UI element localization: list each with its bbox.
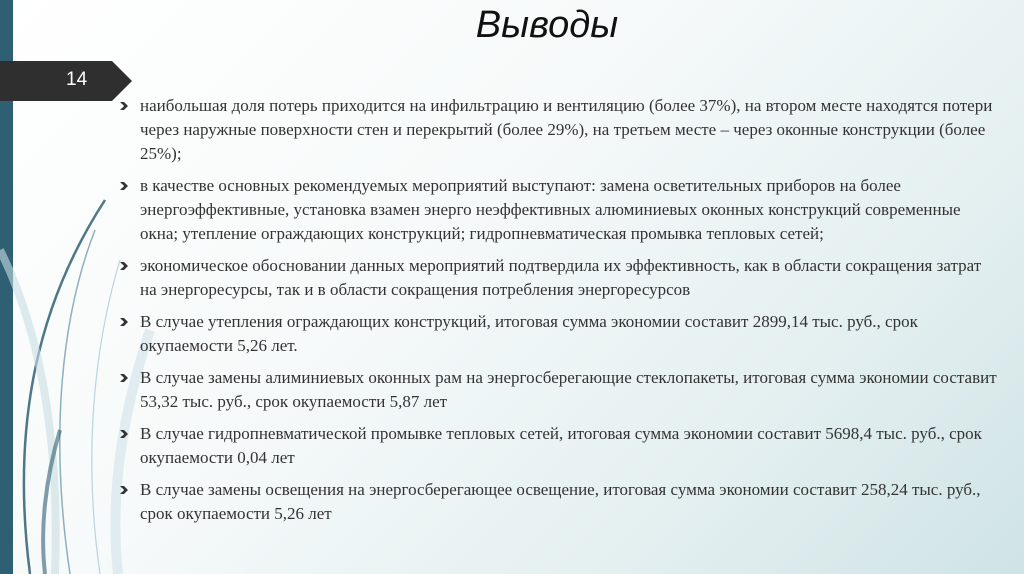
bullet-text: В случае замены алиминиевых оконных рам на энергосберегающие стеклопакеты, итоговая сумма экономии составит 53,32 тыс. руб., срок окупаемости 5,87 лет [140, 368, 997, 411]
bullet-text: В случае гидропневматической промывке тепловых сетей, итоговая сумма экономии составит 5698,4 тыс. руб., срок окупаемости 0,04 лет [140, 424, 982, 467]
chevron-arrow-icon [118, 366, 140, 389]
chevron-arrow-icon [118, 310, 140, 333]
bullet-text: экономическое обосновании данных мероприятий подтвердила их эффективность, как в области сокращения затрат на энергоресурсы, так и в области сокращения потребления энергоресурсов [140, 256, 982, 299]
list-item [118, 254, 998, 302]
list-item [118, 422, 998, 470]
list-item [118, 174, 998, 246]
bullet-text: В случае замены освещения на энергосберегающее освещение, итоговая сумма экономии составит 258,24 тыс. руб., срок окупаемости 5,26 лет [140, 480, 981, 523]
bullet-text: В случае утепления ограждающих конструкций, итоговая сумма экономии составит 2899,14 тыс. руб., срок окупаемости 5,26 лет. [140, 312, 918, 355]
chevron-arrow-icon [118, 174, 140, 197]
bullet-list [118, 94, 998, 534]
list-item [118, 94, 998, 166]
chevron-arrow-icon [118, 478, 140, 501]
bullet-text: наибольшая доля потерь приходится на инфильтрацию и вентиляцию (более 37%), на втором месте находятся потери через наружные поверхности стен и перекрытий (более 29%), на третьем месте – через оконные конструкции (более 25%); [140, 96, 993, 163]
chevron-arrow-icon [118, 422, 140, 445]
slide-title: Выводы [475, 4, 619, 46]
bullet-text: в качестве основных рекомендуемых мероприятий выступают: замена осветительных приборов на более энергоэффективные, установка взамен энерго неэффективных алюминиевых оконных конструкций современные окна; утепление ограждающих конструкций; гидропневматическая промывка тепловых сетей; [140, 176, 961, 243]
list-item [118, 310, 998, 358]
chevron-arrow-icon [118, 254, 140, 277]
list-item [118, 478, 998, 526]
page-number: 14 [66, 69, 88, 90]
chevron-arrow-icon [118, 94, 140, 117]
list-item [118, 366, 998, 414]
